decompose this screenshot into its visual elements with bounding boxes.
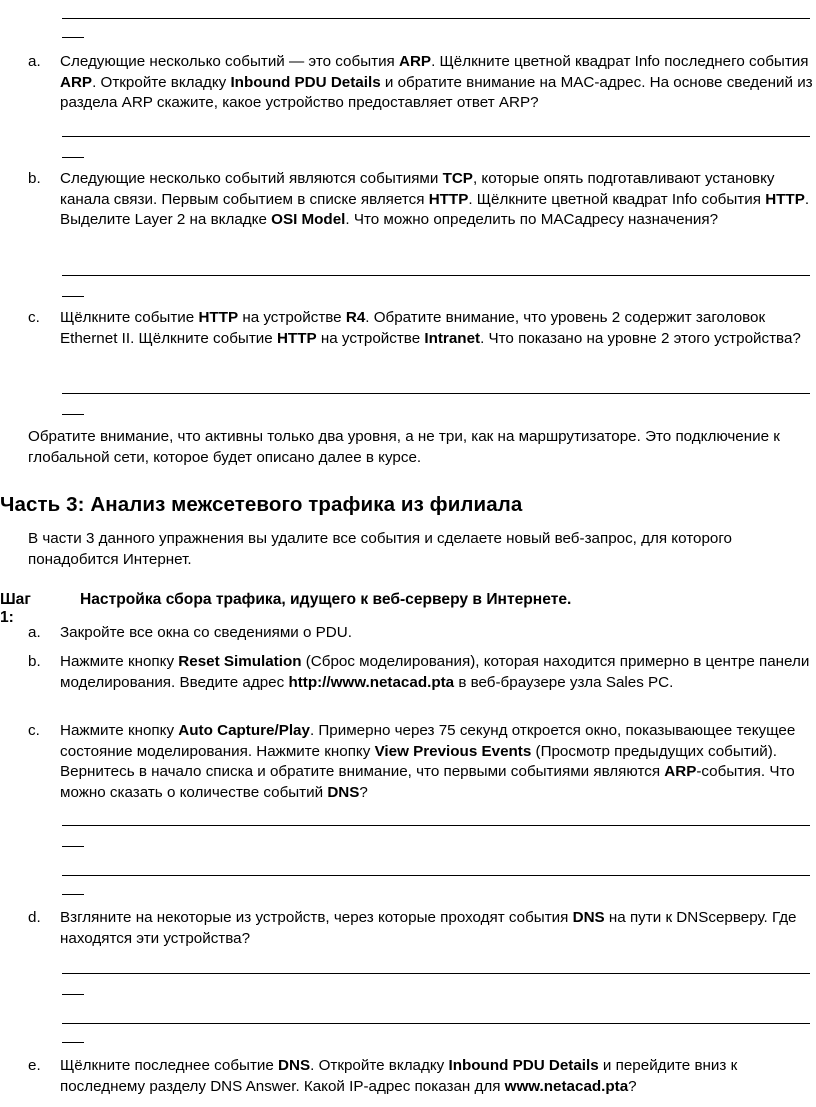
answer-line bbox=[62, 275, 810, 276]
intro-paragraph: В части 3 данного упражнения вы удалите все события и сделаете новый веб-запрос, для которого понадобится Интернет. bbox=[28, 530, 732, 568]
note-paragraph: Обратите внимание, что активны только два уровня, а не три, как на маршрутизаторе. Это подключение к глобальной сети, которое будет описано далее в курсе. bbox=[28, 428, 780, 466]
list-item bbox=[28, 721, 814, 803]
item-label: c. bbox=[28, 309, 40, 326]
answer-line-tail bbox=[62, 894, 84, 895]
answer-line-tail bbox=[62, 414, 84, 415]
item-text: Следующие несколько событий являются событиями TCP, которые опять подготавливают установку канала связи. Первым событием в списке является HTTP. Щёлкните цветной квадрат Info события HTTP. Выделите Layer 2 на вкладке OSI Model. Что можно определить по MACадресу назначения? bbox=[60, 170, 810, 229]
item-label: d. bbox=[28, 909, 41, 926]
answer-line-tail bbox=[62, 157, 84, 158]
item-text: Взгляните на некоторые из устройств, через которые проходят события DNS на пути к DNSсерверу. Где находятся эти устройства? bbox=[60, 909, 797, 947]
item-text: Следующие несколько событий — это события ARP. Щёлкните цветной квадрат Info последнего события ARP. Откройте вкладку Inbound PDU Details и обратите внимание на MAC-адрес. На основе сведений из раздела ARP скажите, какое устройство предоставляет ответ ARP? bbox=[60, 53, 813, 112]
list-item bbox=[28, 908, 814, 949]
step-number: Шаг 1: bbox=[0, 591, 31, 626]
list-item bbox=[28, 308, 814, 349]
answer-line bbox=[62, 393, 810, 394]
answer-line-tail bbox=[62, 1042, 84, 1043]
answer-line bbox=[62, 136, 810, 137]
answer-line bbox=[62, 875, 810, 876]
list-item bbox=[28, 1056, 814, 1097]
item-label: b. bbox=[28, 653, 41, 670]
answer-line-tail bbox=[62, 296, 84, 297]
item-label: a. bbox=[28, 53, 41, 70]
step-title: Настройка сбора трафика, идущего к веб-серверу в Интернете. bbox=[80, 591, 572, 608]
list-item bbox=[28, 169, 814, 231]
answer-line-tail bbox=[62, 37, 84, 38]
answer-line-tail bbox=[62, 994, 84, 995]
item-text: Нажмите кнопку Reset Simulation (Сброс моделирования), которая находится примерно в центре панели моделирования. Введите адрес http://www.netacad.pta в веб-браузере узла Sales PC. bbox=[60, 653, 810, 691]
item-label: c. bbox=[28, 722, 40, 739]
answer-line bbox=[62, 1023, 810, 1024]
list-item bbox=[28, 52, 814, 114]
item-text: Закройте все окна со сведениями о PDU. bbox=[60, 624, 352, 641]
section-heading: Часть 3: Анализ межсетевого трафика из филиала bbox=[0, 493, 523, 516]
answer-line-tail bbox=[62, 846, 84, 847]
item-label: b. bbox=[28, 170, 41, 187]
item-text: Нажмите кнопку Auto Capture/Play. Примерно через 75 секунд откроется окно, показывающее текущее состояние моделирования. Нажмите кнопку View Previous Events (Просмотр предыдущих событий). Вернитесь в начало списка и обратите внимание, что первыми событиями являются ARP-события. Что можно сказать о количестве событий DNS? bbox=[60, 722, 796, 801]
answer-line bbox=[62, 18, 810, 19]
item-label: e. bbox=[28, 1057, 41, 1074]
answer-line bbox=[62, 973, 810, 974]
item-label: a. bbox=[28, 624, 41, 641]
list-item bbox=[28, 652, 814, 693]
item-text: Щёлкните событие HTTP на устройстве R4. Обратите внимание, что уровень 2 содержит заголовок Ethernet II. Щёлкните событие HTTP на устройстве Intranet. Что показано на уровне 2 этого устройства? bbox=[60, 309, 801, 347]
item-text: Щёлкните последнее событие DNS. Откройте вкладку Inbound PDU Details и перейдите вниз к последнему разделу DNS Answer. Какой IP-адрес показан для www.netacad.pta? bbox=[60, 1057, 738, 1095]
answer-line bbox=[62, 825, 810, 826]
list-item bbox=[28, 623, 814, 644]
